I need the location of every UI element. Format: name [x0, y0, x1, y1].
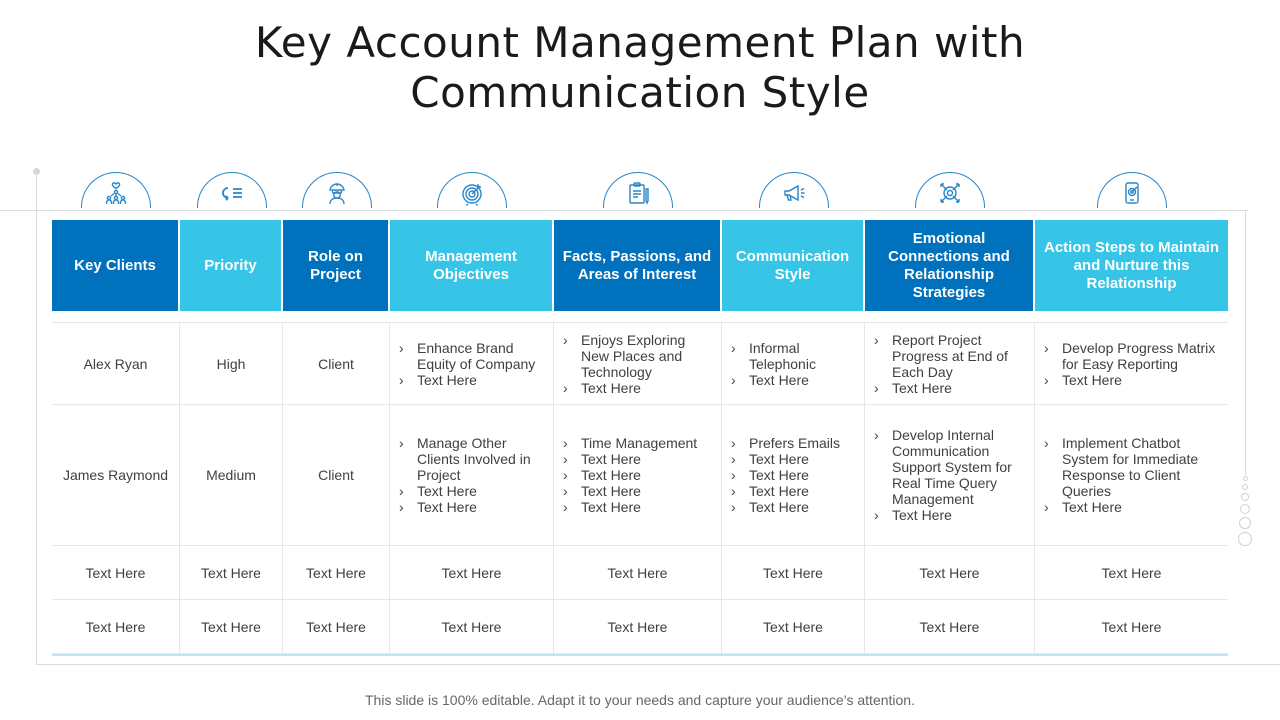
bullet-item: › Develop Internal Communication Support System for Real Time Query Management: [874, 427, 1028, 507]
cell-facts: Text Here: [554, 600, 722, 653]
cell-objectives: Text Here: [390, 600, 554, 653]
frame-line-top: [0, 210, 1248, 211]
cell-client: Text Here: [52, 546, 180, 599]
cell-priority: High: [180, 323, 283, 404]
cell-actions: Text Here: [1101, 564, 1162, 581]
cell-actions: Text Here: [1101, 618, 1162, 635]
header-cell-4: Facts, Passions, and Areas of Interest: [554, 220, 722, 311]
cell-emotional: [865, 405, 1035, 545]
footer-note: This slide is 100% editable. Adapt it to your needs and capture your audience’s attention.: [365, 692, 915, 708]
cell-client: Alex Ryan: [52, 323, 180, 404]
priority-list-icon: [197, 172, 267, 208]
bullet-item: › Prefers Emails: [731, 435, 840, 451]
cell-role: Client: [283, 323, 390, 404]
bullet-item: › Enjoys Exploring New Places and Technology: [563, 332, 715, 380]
bullet-item: › Text Here: [563, 499, 697, 515]
account-plan-table: [52, 220, 1228, 656]
bullet-list: [731, 340, 858, 388]
decorative-dots: [1238, 476, 1252, 546]
bullet-item: › Time Management: [563, 435, 697, 451]
target-icon: [437, 172, 507, 208]
bullet-item: › Text Here: [731, 451, 840, 467]
bullet-item: › Text Here: [399, 483, 547, 499]
cell-actions: [1035, 405, 1228, 545]
title-line-2: Communication Style: [410, 68, 870, 117]
cell-emotional: Text Here: [865, 546, 1035, 599]
bullet-item: › Develop Progress Matrix for Easy Reporting: [1044, 340, 1222, 372]
bullet-item: › Text Here: [874, 380, 1028, 396]
bullet-list: [1044, 435, 1222, 515]
megaphone-icon: [759, 172, 829, 208]
table-row: [52, 405, 1228, 546]
bullet-item: › Implement Chatbot System for Immediate Response to Client Queries: [1044, 435, 1222, 499]
cell-priority: Text Here: [180, 546, 283, 599]
bullet-list: [399, 435, 547, 515]
bullet-list: [1044, 340, 1222, 388]
header-gap: [52, 311, 1228, 323]
cell-client: James Raymond: [52, 405, 180, 545]
table-bottom-line: [52, 654, 1228, 656]
cell-client: Text Here: [52, 600, 180, 653]
table-row: [52, 600, 1228, 654]
header-cell-7: Action Steps to Maintain and Nurture this Relationship: [1035, 220, 1228, 311]
bullet-item: › Text Here: [731, 467, 840, 483]
bullet-list: [874, 427, 1028, 523]
cell-facts: [554, 323, 722, 404]
mobile-target-icon: [1097, 172, 1167, 208]
target-arrows-icon: [915, 172, 985, 208]
clipboard-icon: [603, 172, 673, 208]
cell-role: Client: [283, 405, 390, 545]
cell-facts: Text Here: [554, 546, 722, 599]
bullet-item: › Text Here: [563, 380, 715, 396]
header-cell-0: Key Clients: [52, 220, 180, 311]
bullet-item: › Text Here: [563, 483, 697, 499]
table-header: [52, 220, 1228, 311]
bullet-item: › Text Here: [1044, 372, 1222, 388]
table-body: [52, 323, 1228, 654]
cell-actions: [1035, 323, 1228, 404]
header-cell-2: Role on Project: [283, 220, 390, 311]
frame-line-bottom: [36, 664, 1280, 665]
bullet-item: › Enhance Brand Equity of Company: [399, 340, 547, 372]
frame-line-right: [1245, 210, 1246, 475]
table-row: [52, 546, 1228, 600]
slide-title: [0, 18, 1280, 118]
bullet-item: › Text Here: [399, 499, 547, 515]
bullet-item: › Text Here: [1044, 499, 1222, 515]
cell-style: [722, 323, 865, 404]
table-row: [52, 323, 1228, 405]
bullet-item: › Manage Other Clients Involved in Project: [399, 435, 547, 483]
cell-objectives: Text Here: [390, 546, 554, 599]
clients-network-icon: [81, 172, 151, 208]
bullet-item: › Text Here: [874, 507, 1028, 523]
header-cell-5: Communication Style: [722, 220, 865, 311]
bullet-item: › Text Here: [563, 451, 697, 467]
cell-emotional: Text Here: [865, 600, 1035, 653]
role-person-icon: [302, 172, 372, 208]
header-cell-6: Emotional Connections and Relationship Strategies: [865, 220, 1035, 311]
bullet-list: [563, 435, 697, 515]
bullet-list: [399, 340, 547, 388]
bullet-list: [874, 332, 1028, 396]
bullet-item: › Text Here: [731, 483, 840, 499]
cell-priority: Text Here: [180, 600, 283, 653]
header-cell-1: Priority: [180, 220, 283, 311]
cell-facts: [554, 405, 722, 545]
cell-style: Text Here: [722, 546, 865, 599]
bullet-item: › Text Here: [563, 467, 697, 483]
cell-objectives: [390, 323, 554, 404]
header-cell-3: Management Objectives: [390, 220, 554, 311]
cell-objectives: [390, 405, 554, 545]
bullet-list: [563, 332, 715, 396]
cell-role: Text Here: [283, 546, 390, 599]
cell-emotional: [865, 323, 1035, 404]
cell-role: Text Here: [283, 600, 390, 653]
bullet-list: [731, 435, 840, 515]
bullet-item: › Text Here: [399, 372, 547, 388]
cell-priority: Medium: [180, 405, 283, 545]
frame-line-left: [36, 172, 37, 665]
bullet-item: › Text Here: [731, 372, 858, 388]
bullet-item: › Text Here: [731, 499, 840, 515]
cell-style: [722, 405, 865, 545]
bullet-item: › Report Project Progress at End of Each Day: [874, 332, 1028, 380]
bullet-item: › Informal Telephonic: [731, 340, 858, 372]
cell-style: Text Here: [722, 600, 865, 653]
title-line-1: Key Account Management Plan with: [254, 18, 1026, 67]
